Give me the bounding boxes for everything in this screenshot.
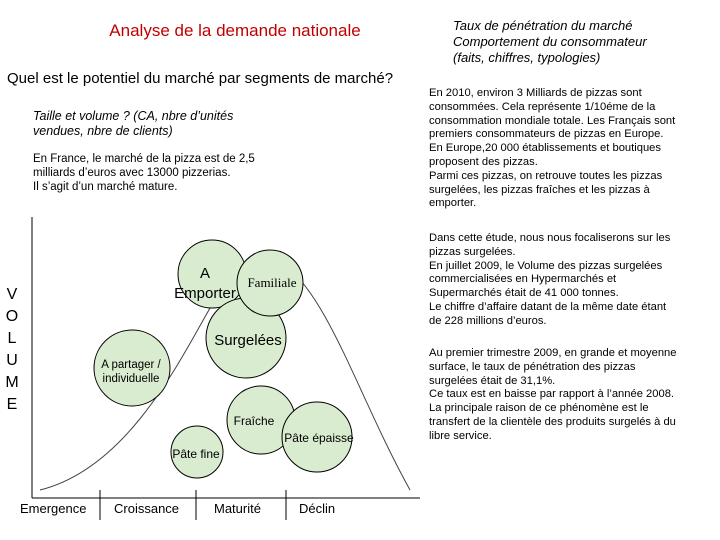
bubble-label: Pâte fine (172, 447, 220, 461)
volume-letter: E (6, 396, 18, 413)
subtitle-line: Comportement du consommateur (453, 34, 647, 49)
para1-line: premiers consommateurs de pizzas en Europe. (429, 128, 664, 141)
size-line: Taille et volume ? (CA, nbre d’unités (33, 109, 234, 123)
france-line: Il s’agit d’un marché mature. (33, 181, 178, 193)
para2-line: commercialisées en Hypermarchés et (429, 273, 617, 286)
bubble-label: Emporter (174, 285, 236, 302)
para2-line: de 228 millions d’euros. (429, 314, 547, 327)
bubble-label: Fraîche (233, 414, 275, 428)
para1-line: Parmi ces pizzas, on retrouve toutes les pizzas (429, 169, 663, 182)
bubble-label: A partager / (101, 359, 161, 371)
volume-letter: V (6, 286, 18, 303)
volume-letter: L (7, 330, 17, 347)
para2-line: Le chiffre d’affaire datant de la même date étant (429, 300, 667, 313)
bubble-label: Surgelées (214, 332, 282, 349)
para3-line: La principale raison de ce phénomène est le (429, 402, 649, 415)
stage-label: Emergence (20, 501, 87, 516)
para1-line: emporter. (429, 197, 477, 210)
stage-label: Croissance (114, 501, 180, 516)
para1-line: surgelées, les pizzas fraîches et les pizzas à (429, 183, 650, 196)
bubble-label: Familiale (247, 275, 297, 290)
para3-line: surgelées était de 31,1%. (429, 374, 556, 387)
para2-line: En juillet 2009, le Volume des pizzas surgelées (429, 259, 663, 272)
para1-line: consommées. Cela représente 1/10éme de la (429, 100, 656, 113)
volume-letter: O (5, 308, 19, 325)
para3-line: Ce taux est en baisse par rapport à l’année 2008. (429, 388, 675, 401)
para3-line: libre service. (429, 429, 492, 442)
france-line: En France, le marché de la pizza est de 2,5 (33, 153, 255, 165)
para2-line: pizzas surgelées. (429, 245, 516, 258)
bubble-label: A (199, 265, 211, 282)
para3-line: Au premier trimestre 2009, en grande et moyenne (429, 347, 677, 359)
stage-label: Déclin (299, 501, 336, 516)
subtitle-line: Taux de pénétration du marché (453, 18, 633, 33)
para3-line: surface, le taux de pénétration des pizzas (429, 360, 636, 373)
para1-line: En Europe,20 000 établissements et boutiques (429, 142, 661, 155)
size-line: vendues, nbre de clients) (33, 124, 173, 138)
para3-line: transfert de la clientèle des produits surgelés à du (429, 415, 676, 428)
para1-line: En 2010, environ 3 Milliards de pizzas sont (429, 87, 642, 99)
france-line: milliards d’euros avec 13000 pizzerias. (33, 167, 231, 179)
para2-line: Supermarchés était de 41 000 tonnes. (429, 287, 619, 300)
stage-label: Maturité (214, 501, 261, 516)
bubble-label: individuelle (102, 373, 160, 385)
para1-line: consommation mondiale totale. Les Français sont (429, 114, 676, 127)
para2-line: Dans cette étude, nous nous focaliserons sur les (429, 232, 671, 244)
market-question: Quel est le potentiel du marché par segments de marché? (7, 70, 394, 87)
para1-line: proposent des pizzas. (429, 155, 538, 168)
subtitle-line: (faits, chiffres, typologies) (453, 50, 601, 65)
bubble-label: Pâte épaisse (284, 431, 354, 445)
volume-letter: U (6, 352, 18, 369)
volume-letter: M (5, 374, 19, 391)
page-title: Analyse de la demande nationale (109, 21, 361, 40)
